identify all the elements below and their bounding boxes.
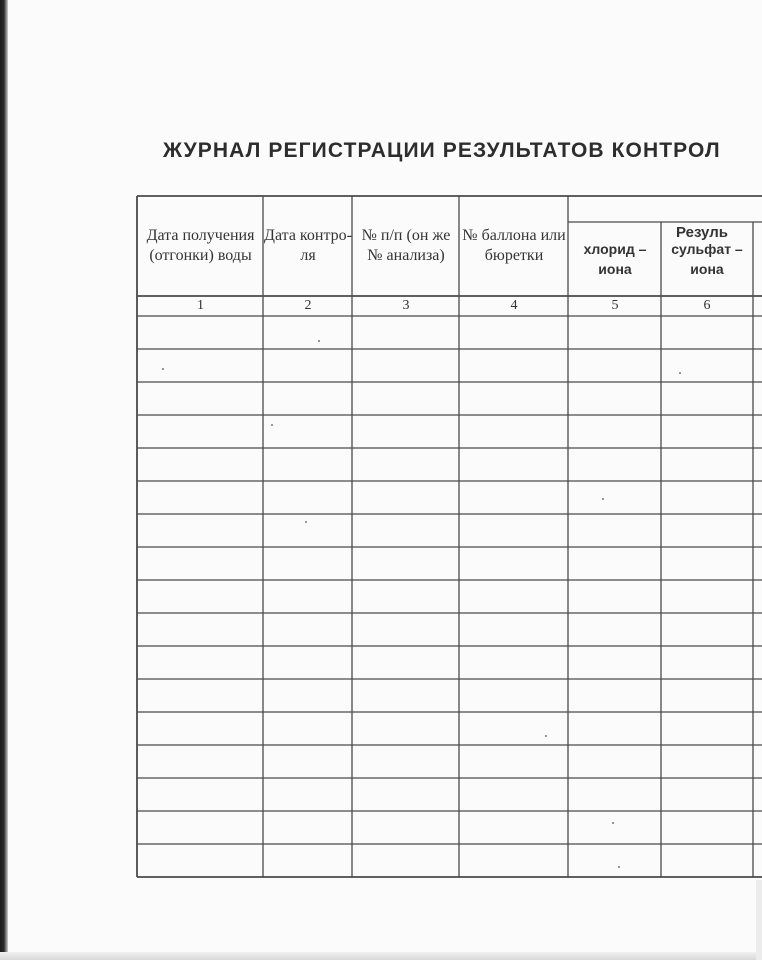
results-group-header: Резуль — [676, 224, 728, 241]
scan-speck — [162, 368, 164, 370]
column-number-2: 2 — [304, 298, 312, 313]
column-header-cylinder-number: № баллона или бюретки — [462, 227, 566, 264]
scan-speck — [318, 340, 320, 342]
column-header-chloride-ion: хлорид – иона — [583, 241, 647, 277]
column-header-control-date: Дата контро-ля — [264, 227, 352, 264]
column-header-receipt-date: Дата получения (отгонки) воды — [146, 227, 255, 264]
journal-title: ЖУРНАЛ РЕГИСТРАЦИИ РЕЗУЛЬТАТОВ КОНТРОЛ — [163, 139, 721, 162]
column-header-analysis-number: № п/п (он же № анализа) — [361, 227, 451, 264]
column-header-sulfate-ion: сульфат – иона — [671, 241, 743, 277]
column-number-5: 5 — [611, 298, 619, 313]
scan-speck — [602, 498, 604, 500]
scan-speck — [271, 424, 273, 426]
scan-speck — [618, 866, 620, 868]
column-number-1: 1 — [197, 298, 204, 313]
column-number-4: 4 — [510, 298, 518, 313]
column-number-6: 6 — [703, 298, 711, 313]
scan-speck — [305, 521, 307, 523]
scan-speck — [545, 735, 547, 737]
scan-speck — [612, 822, 614, 824]
scan-speck — [679, 372, 681, 374]
column-number-3: 3 — [402, 298, 410, 313]
